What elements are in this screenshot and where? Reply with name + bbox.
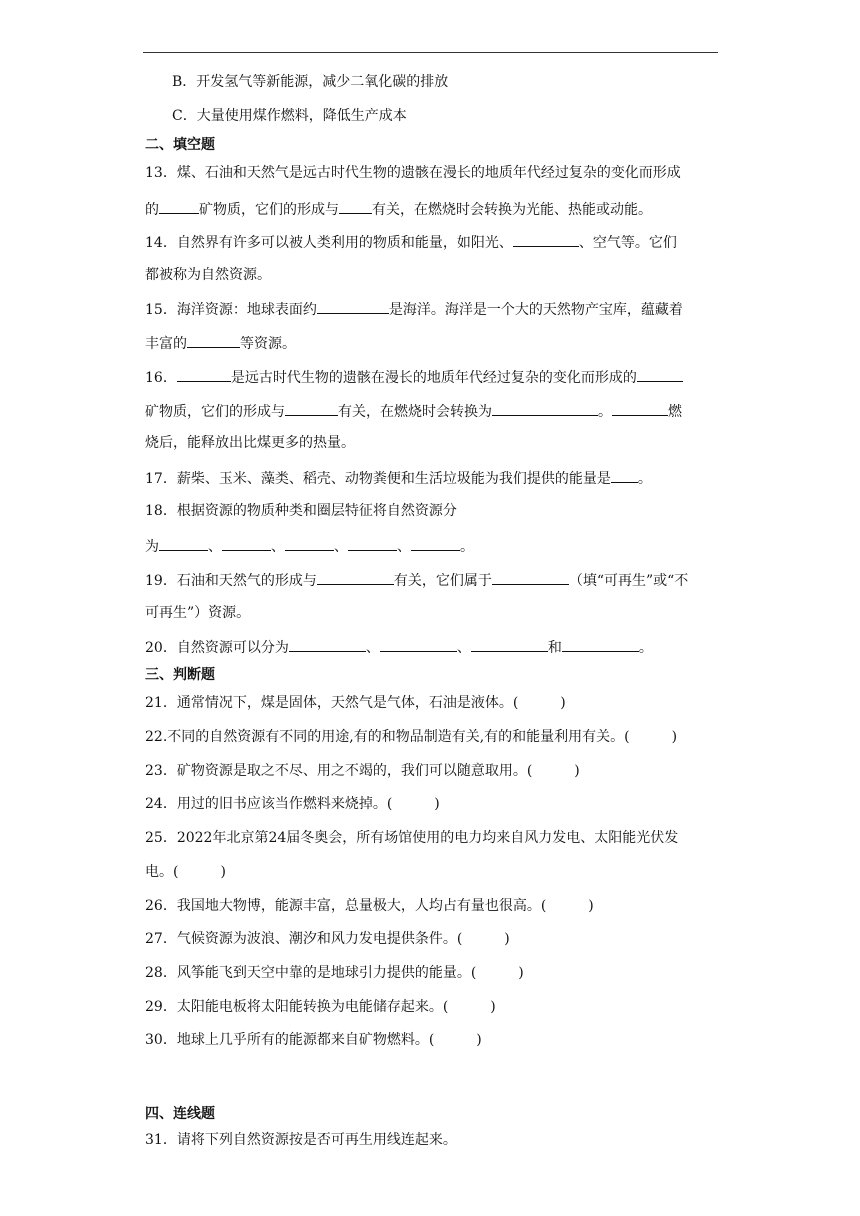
q19-blank-1[interactable]: [317, 570, 394, 585]
q30-text: 30．地球上几乎所有的能源都来自矿物燃料。(: [145, 1032, 435, 1048]
q14-line2: 都被称为自然资源。: [145, 267, 271, 283]
q15-text-2: 是海洋。海洋是一个大的天然物产宝库，蕴藏着: [388, 302, 683, 318]
q16-text-1: 16．: [145, 370, 177, 386]
q16-text-4: 有关，在燃烧时会转换为: [338, 404, 492, 420]
q18-line1: 18．根据资源的物质种类和圈层特征将自然资源分: [145, 503, 457, 519]
q18-blank-1[interactable]: [159, 536, 208, 551]
section-fill-title: 二、填空题: [145, 137, 215, 153]
q20-blank-1[interactable]: [289, 637, 366, 652]
q13-line1: 13．煤、石油和天然气是远古时代生物的遗骸在漫长的地质年代经过复杂的变化而形成: [145, 165, 681, 181]
q18-blank-4[interactable]: [348, 536, 397, 551]
q18-end: 。: [460, 539, 474, 555]
q17-text-1: 17．薪柴、玉米、藻类、稻壳、动物粪便和生活垃圾能为我们提供的能量是: [145, 471, 611, 487]
q14-text-2: 、空气等。它们: [578, 235, 677, 251]
q16-blank-1[interactable]: [177, 367, 231, 382]
section-match-title: 四、连线题: [145, 1106, 215, 1122]
q18-blank-2[interactable]: [222, 536, 271, 551]
option-c: C．大量使用煤作燃料，降低生产成本: [172, 108, 407, 124]
q17-blank-1[interactable]: [611, 468, 638, 483]
q20-and: 和: [547, 640, 562, 656]
q27-text: 27．气候资源为波浪、潮汐和风力发电提供条件。(: [145, 931, 463, 947]
q18-blank-5[interactable]: [411, 536, 460, 551]
q19-text-1: 19．石油和天然气的形成与: [145, 573, 317, 589]
q20-separator: 、: [456, 640, 471, 656]
q17-text-2: 。: [637, 471, 652, 487]
q16-blank-3[interactable]: [285, 401, 338, 416]
q18-separator: 、: [397, 539, 411, 555]
q15-blank-1[interactable]: [317, 299, 389, 314]
q13-text-3: 有关，在燃烧时会转换为光能、热能或动能。: [372, 202, 652, 218]
section-judge-title: 三、判断题: [145, 667, 215, 683]
q30-line: [145, 1031, 482, 1049]
q22-line: [145, 728, 677, 746]
q18-separator: 、: [334, 539, 348, 555]
q26-close-paren: ): [588, 898, 594, 914]
q27-close-paren: ): [504, 931, 510, 947]
q20-blank-2[interactable]: [380, 637, 457, 652]
q19-text-3: （填“可再生”或“不: [568, 573, 689, 589]
q29-close-paren: ): [490, 999, 496, 1015]
q28-line: [145, 964, 524, 982]
q19-line2: 可再生”）资源。: [145, 605, 251, 621]
q15-text-1: 15．海洋资源：地球表面约: [145, 302, 317, 318]
q19-line1: [145, 570, 688, 590]
option-b: B．开发氢气等新能源，减少二氧化碳的排放: [172, 74, 449, 90]
q24-line: [145, 795, 440, 813]
q25-close-paren: ): [220, 864, 226, 880]
q13-text-1: 的: [145, 202, 159, 218]
q24-text: 24．用过的旧书应该当作燃料来烧掉。(: [145, 796, 393, 812]
q29-line: [145, 998, 496, 1016]
q29-text: 29．太阳能电板将太阳能转换为电能储存起来。(: [145, 999, 449, 1015]
q25-text: 电。(: [145, 864, 179, 880]
q24-close-paren: ): [434, 796, 440, 812]
q16-line1: [145, 367, 683, 387]
q16-line2: [145, 401, 682, 421]
q16-text-3: 矿物质，它们的形成与: [145, 404, 285, 420]
q22-close-paren: ): [671, 729, 678, 745]
q15-line1: [145, 299, 683, 319]
q28-close-paren: ): [518, 965, 524, 981]
q27-line: [145, 930, 510, 948]
q16-blank-2[interactable]: [637, 367, 683, 382]
q13-blank-2[interactable]: [339, 199, 372, 214]
q18-line2: [145, 536, 474, 556]
q20-blank-4[interactable]: [562, 637, 639, 652]
q23-text: 23．矿物资源是取之不尽、用之不竭的，我们可以随意取用。(: [145, 763, 533, 779]
q16-blank-5[interactable]: [612, 401, 668, 416]
q19-text-2: 有关，它们属于: [393, 573, 492, 589]
q21-close-paren: ): [560, 695, 566, 711]
q20-end: 。: [638, 640, 653, 656]
q21-line: [145, 694, 566, 712]
q30-close-paren: ): [476, 1032, 482, 1048]
q14-line1: [145, 232, 677, 252]
q18-text-1: 为: [145, 539, 159, 555]
q20-blank-3[interactable]: [471, 637, 548, 652]
header-rule: [143, 52, 718, 53]
q15-line2: [145, 333, 296, 353]
q19-blank-2[interactable]: [492, 570, 569, 585]
q16-text-6: 燃: [668, 404, 682, 420]
q13-text-2: 矿物质，它们的形成与: [199, 202, 339, 218]
q15-blank-2[interactable]: [187, 333, 240, 348]
q15-text-4: 等资源。: [240, 336, 296, 352]
q22-text: 22.不同的自然资源有不同的用途,有的和物品制造有关,有的和能量利用有关。(: [145, 729, 630, 745]
q18-separator: 、: [271, 539, 285, 555]
q20-text-1: 20．自然资源可以分为: [145, 640, 289, 656]
q13-blank-1[interactable]: [159, 199, 199, 214]
q18-separator: 、: [208, 539, 222, 555]
q23-close-paren: ): [574, 763, 580, 779]
q15-text-3: 丰富的: [145, 336, 187, 352]
q16-text-2: 是远古时代生物的遗骸在漫长的地质年代经过复杂的变化而形成的: [230, 370, 637, 386]
q17-line: [145, 468, 652, 488]
q14-text-1: 14．自然界有许多可以被人类利用的物质和能量，如阳光、: [145, 235, 513, 251]
q13-line2: [145, 199, 652, 219]
q14-blank-1[interactable]: [513, 232, 579, 247]
q20-line: [145, 637, 653, 657]
q25-line1: 25．2022年北京第24届冬奥会，所有场馆使用的电力均来自风力发电、太阳能光伏发: [145, 830, 679, 846]
q23-line: [145, 762, 580, 780]
q16-text-5: 。: [598, 404, 612, 420]
q18-blank-3[interactable]: [285, 536, 334, 551]
q21-text: 21．通常情况下，煤是固体，天然气是气体，石油是液体。(: [145, 695, 519, 711]
q28-text: 28．风筝能飞到天空中靠的是地球引力提供的能量。(: [145, 965, 477, 981]
q31-line: 31．请将下列自然资源按是否可再生用线连起来。: [145, 1132, 457, 1148]
q16-line3: 烧后，能释放出比煤更多的热量。: [145, 435, 355, 451]
q25-line2: [145, 863, 226, 881]
q26-text: 26．我国地大物博，能源丰富，总量极大，人均占有量也很高。(: [145, 898, 547, 914]
q20-separator: 、: [365, 640, 380, 656]
q26-line: [145, 897, 594, 915]
q16-blank-4[interactable]: [492, 401, 598, 416]
